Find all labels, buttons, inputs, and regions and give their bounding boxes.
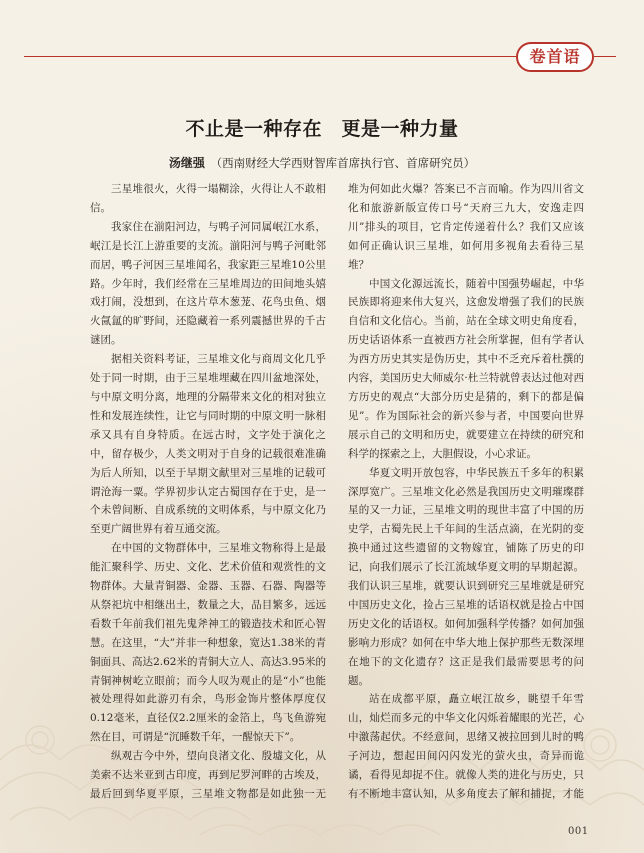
article-title: 不止是一种存在 更是一种力量 xyxy=(185,118,459,140)
author-affiliation: （西南财经大学西财智库首席执行官、首席研究员） xyxy=(210,156,476,170)
paragraph: 站在成都平原，矗立岷江故乡，眺望千年雪山，灿烂而多元的中华文化闪烁着耀眼的光芒，心中激荡起伏。不经意间，思绪又被拉回到儿时的鸭子河边，想起田间闪闪发光的萤火虫，奇异而诡谲，看得见却捉不住。就像人类的进化与历史，只有不断地丰富认知，从多角度去了解和捕捉，才能 xyxy=(348,693,584,800)
author-name: 汤继强 xyxy=(168,156,205,170)
byline xyxy=(0,154,644,171)
paragraph: 华夏文明开放包容，中华民族五千多年的积累深厚宽广。三星堆文化必然是我国历史文明璀璨群星的又一力证，三星堆文明的现世丰富了中国的历史学，古蜀先民上千年间的生活点滴，在光阴的变换中通过这些遗留的文物嫁宜，铺陈了历史的印记，向我们展示了长江流域华夏文明的早期起源。我们认识三星堆，就要认识到研究三星堆就是研究中国历史文化，捡占三星堆的话语权就是捡占中国历史文化的话语权。如何加强科学传播？如何加强影响力形成？如何在中华大地上保护那些无数深埋在地下的文化遗存？这正是我们最需要思考的问题。 xyxy=(348,466,584,687)
header-rule-left xyxy=(24,56,516,57)
paragraph: 三星堆很火，火得一塌糊涂，火得让人不敢相信。 xyxy=(90,183,326,214)
paragraph: 据相关资料考证，三星堆文化与商周文化几乎处于同一时期，由于三星堆埋藏在四川盆地深处，与中原文明分离，地理的分隔带来文化的相对独立性和发展连续性，让它与同时期的中原文明一脉相承又具有自身特质。在远古时，文字处于演化之中，留存极少，人类文明对于自身的记载很难准确为后人所知，以至于早期文献里对三星堆的记载可谓沧海一粟。学界初步认定古蜀国存在于史，是一个未曾间断、自成系统的文明体系，与中原文化乃至更广阔世界有着互通交流。 xyxy=(90,353,326,536)
section-badge: 卷首语 xyxy=(516,42,594,72)
paragraph: 中国文化源远流长，随着中国强势崛起，中华民族即将迎来伟大复兴，这愈发增强了我们的民族自信和文化信心。当前，站在全球文明史角度看，历史话语体系一直被西方社会所掌握，但有学者认为西方历史其实是伪历史，其中不乏充斥着杜撰的内容，美国历史大师威尔·杜兰特就曾表达过他对西方历史的观点“大部分历史是猜的，剩下的都是偏见”。作为国际社会的新兴参与者，中国要向世界展示自己的文明和历史，就要建立在持续的研究和科学的探索之上，大胆假设，小心求证。 xyxy=(348,277,584,460)
paragraph: 在中国的文物群体中，三星堆文物称得上是最能汇聚科学、历史、文化、艺术价值和观赏性的文物群体。大量青铜器、金器、玉器、石器、陶器等从祭祀坑中相继出土，数量之大，品目繁多，远远看数千年前我们祖先鬼斧神工的锻造技术和匠心智慧。在这里，“大”并非一种想象，宽达1.38米的青铜面具、高达2.62米的青铜大立人、高达3.95米的青铜神树屹立眼前；而今人叹为观止的是“小”也能被处理得如此游刃有余，鸟形金饰片整体厚度仅0.12毫米，直径仅2.2厘米的金箔上，鸟飞鱼游宛然在目，可谓是“沉睡数千年，一醒惊天下”。 xyxy=(90,542,326,744)
paragraph: 纵观古今中外，望向良渚文化、殷墟文化，从美索不达米亚到古印度，再到尼罗河畔的古埃及，最后回到华夏平原，三星堆文物都是如此独一无 xyxy=(90,750,326,800)
page-number: 001 xyxy=(568,826,589,837)
left-column xyxy=(90,180,326,802)
paragraph-continued: 堆为何如此火爆？答案已不言而喻。作为四川省文化和旅游新版宣传口号“天府三九大，安逸走四川”排头的项目，它肯定传递着什么？我们又应该如何正确认识三星堆，如何用多视角去看待三星堆？ xyxy=(348,183,584,271)
header-rule-right xyxy=(594,56,616,57)
paragraph: 我家住在湔阳河边，与鸭子河同属岷江水系，岷江是长江上游重要的支流。湔阳河与鸭子河毗邻而居，鸭子河因三星堆闻名，我家距三星堆10公里路。少年时，我们经常在三星堆周边的田间地头嬉戏打闹，没想到，在这片草木葱茏、花鸟虫鱼、烟火氤氲的旷野间，还隐藏着一系列震撼世界的千古谜团。 xyxy=(90,220,326,347)
right-column xyxy=(348,180,584,802)
article-body xyxy=(90,180,584,802)
